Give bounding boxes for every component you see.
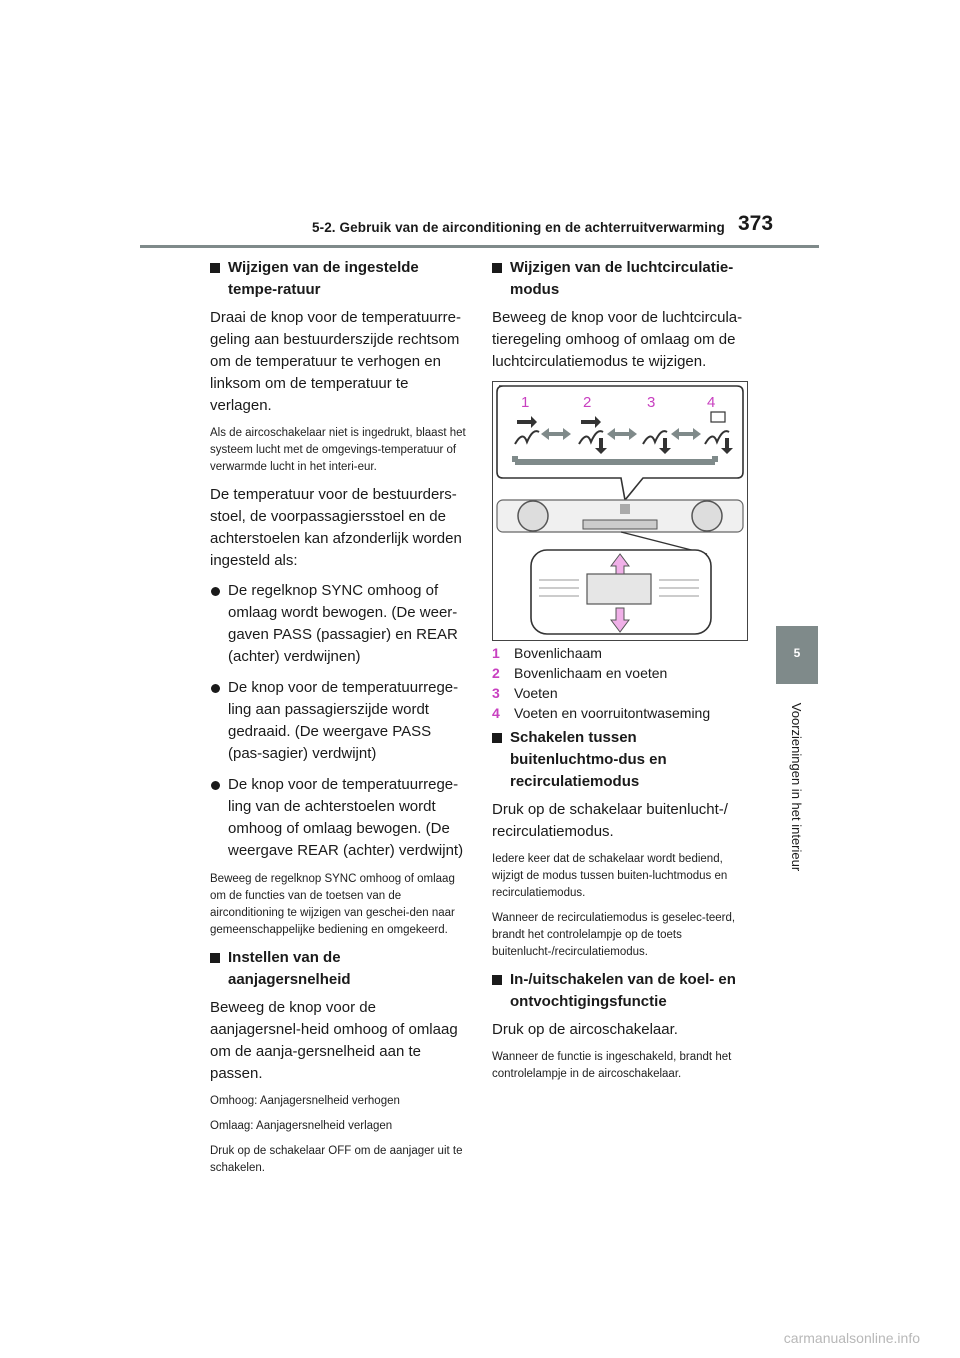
paragraph: Beweeg de knop voor de luchtcircula-tieregeling omhoog of omlaag om de luchtcirculatiemodus te wijzigen.: [492, 309, 743, 370]
note: Beweeg de regelknop SYNC omhoog of omlaag om de functies van de toetsen van de airconditioning te wijzigen van geschei-den naar gemeenschappelijke bediening en omgekeerd.: [210, 873, 455, 936]
chapter-number: 5: [793, 646, 801, 660]
square-bullet-icon: [492, 733, 502, 743]
legend-item: 1 Bovenlichaam: [492, 645, 602, 661]
bullet-dot-icon: [211, 781, 220, 790]
mode-switch: [587, 574, 651, 604]
figure-number: 4: [707, 394, 716, 411]
figure-legend: [492, 643, 748, 723]
square-bullet-icon: [492, 975, 502, 985]
page-number: 373: [738, 212, 774, 235]
note: Wanneer de recirculatiemodus is geselec-teerd, brandt het controlelampje op de toets buitenlucht-/recirculatiemodus.: [492, 912, 736, 958]
page-header: [0, 210, 960, 250]
heading-temperature: Wijzigen van de ingestelde tempe-ratuur: [210, 257, 466, 301]
left-column: [210, 253, 466, 1185]
note: Omlaag: Aanjagersnelheid verlagen: [210, 1120, 393, 1132]
heading-fan-speed: Instellen van de aanjagersnelheid: [210, 947, 466, 991]
watermark: carmanualsonline.info: [783, 1330, 920, 1346]
bullet-item: De knop voor de temperatuurrege-ling aan passagierszijde wordt gedraaid. (De weergave PASS (pas-sagier) verdwijnt): [210, 677, 466, 765]
note: Als de aircoschakelaar niet is ingedrukt, blaast het systeem lucht met de omgevings-temperatuur of verwarmde lucht in het interi-eur.: [210, 427, 466, 473]
right-knob: [692, 501, 722, 531]
note: Druk op de schakelaar OFF om de aanjager uit te schakelen.: [210, 1145, 463, 1174]
legend-item: 3 Voeten: [492, 685, 558, 701]
figure-number: 1: [521, 394, 530, 411]
bullet-dot-icon: [211, 684, 220, 693]
right-column: [492, 253, 748, 1091]
heading-air-mode: Wijzigen van de luchtcirculatie-modus: [492, 257, 748, 301]
bullet-item: De knop voor de temperatuurrege-ling van de achterstoelen wordt omhoog of omlaag bewogen. (De weergave REAR (achter) verdwijnt): [210, 774, 466, 862]
left-knob: [518, 501, 548, 531]
paragraph: Druk op de aircoschakelaar.: [492, 1021, 678, 1038]
paragraph: Druk op de schakelaar buitenlucht-/ recirculatiemodus.: [492, 801, 728, 840]
legend-item: 2 Bovenlichaam en voeten: [492, 665, 668, 681]
bullet-item: De regelknop SYNC omhoog of omlaag wordt bewogen. (De weer-gaven PASS (passagier) en REAR (achter) verdwijnen): [210, 580, 466, 668]
paragraph: Draai de knop voor de temperatuurre-geling aan bestuurderszijde rechtsom om de temperatuur te verhogen en linksom om de temperatuur te verlagen.: [210, 309, 461, 414]
legend-item: 4 Voeten en voorruitontwaseming: [492, 705, 711, 721]
airflow-mode-figure: [492, 381, 748, 641]
bullet-dot-icon: [211, 587, 220, 596]
header-divider: [140, 245, 819, 248]
heading-cooling: In-/uitschakelen van de koel- en ontvochtigingsfunctie: [492, 969, 748, 1013]
square-bullet-icon: [210, 953, 220, 963]
heading-recirculation: Schakelen tussen buitenluchtmo-dus en recirculatiemodus: [492, 727, 748, 793]
square-bullet-icon: [210, 263, 220, 273]
chapter-title: Voorzieningen in het interieur: [789, 702, 804, 872]
paragraph: De temperatuur voor de bestuurders-stoel, de voorpassagiersstoel en de achterstoelen kan afzonderlijk worden ingesteld als:: [210, 486, 462, 569]
section-title: 5-2. Gebruik van de airconditioning en de achterruitverwarming: [312, 220, 725, 235]
note: Iedere keer dat de schakelaar wordt bediend, wijzigt de modus tussen buiten-luchtmodus en recirculatiemodus.: [492, 853, 728, 899]
note: Wanneer de functie is ingeschakeld, brandt het controlelampje in de aircoschakelaar.: [492, 1051, 732, 1080]
figure-number: 2: [583, 394, 592, 411]
airflow-diagram: [493, 382, 747, 640]
paragraph: Beweeg de knop voor de aanjagersnel-heid omhoog of omlaag om de aanja-gersnelheid aan te passen.: [210, 999, 458, 1082]
note: Omhoog: Aanjagersnelheid verhogen: [210, 1095, 400, 1107]
figure-number: 3: [647, 394, 656, 411]
square-bullet-icon: [492, 263, 502, 273]
